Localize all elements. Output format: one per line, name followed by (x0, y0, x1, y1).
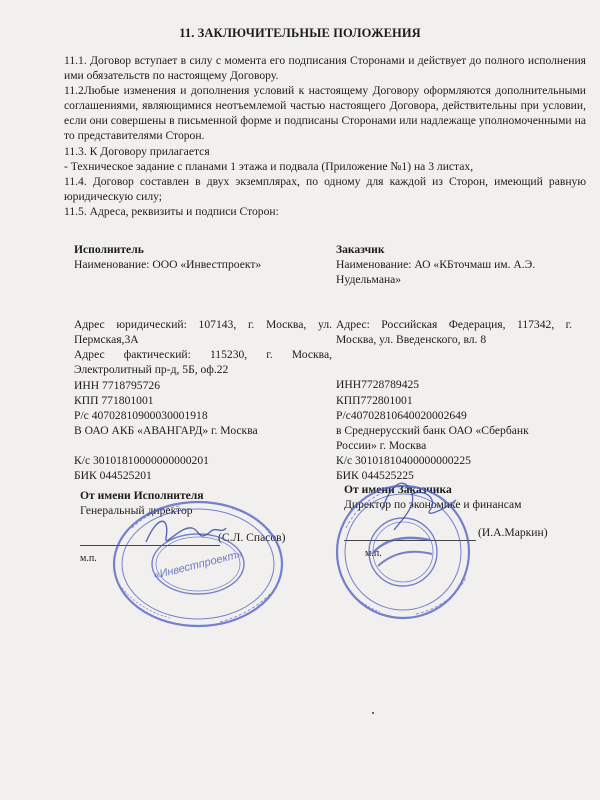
executor-handwritten-signature (140, 508, 230, 552)
executor-bank: В ОАО АКБ «АВАНГАРД» г. Москва (74, 423, 258, 437)
executor-bik: БИК 044525201 (74, 469, 152, 483)
customer-corr-account: К/с 30101810400000000225 (336, 453, 471, 467)
executor-stamp-text: «Инвестпроект» (152, 548, 244, 582)
executor-legal-address: Адрес юридический: 107143, г. Москва, ул. Пермская,3А (74, 318, 332, 347)
executor-name: Наименование: ООО «Инвестпроект» (74, 258, 262, 272)
customer-name: Наименование: АО «КБточмаш им. А.Э. Нудельмана» (336, 258, 536, 287)
executor-heading: Исполнитель (74, 243, 144, 256)
paragraph-11-3: 11.3. К Договору прилагается (64, 144, 210, 158)
customer-details (336, 242, 572, 483)
attachment-item: - Техническое задание с планами 1 этажа и подвала (Приложение №1) на 3 листах, (64, 159, 474, 173)
customer-signer: (И.А.Маркин) (478, 526, 548, 539)
executor-sign-heading: От имени Исполнителя (80, 489, 204, 502)
paragraph-11-4: 11.4. Договор составлен в двух экземплярах, по одному для каждой из Сторон, имеющий равную юридическую силу; (64, 174, 586, 203)
paper-speck (372, 712, 374, 714)
executor-account: Р/с 40702810900030001918 (74, 408, 208, 422)
customer-bank: в Среднерусский банк ОАО «Сбербанк России» г. Москва (336, 423, 529, 452)
final-provisions-body (64, 53, 586, 219)
executor-signer: (С.Л. Спасов) (218, 531, 286, 544)
paragraph-11-1: 11.1. Договор вступает в силу с момента его подписания Сторонами и действует до полного исполнения ими обязательств по настоящему Договору. (64, 54, 586, 83)
paragraph-11-2: 11.2Любые изменения и дополнения условий к настоящему Договору оформляются дополнительными соглашениями, являющимися неотъемлемой частью настоящего Договора, действительны при условии, если они совершены в письменной форме и подписаны Сторонами или надлежаще уполномоченными на то представителями Сторон. (64, 84, 586, 143)
executor-details (74, 242, 332, 483)
customer-bik: БИК 044525225 (336, 469, 414, 483)
section-title: 11. ЗАКЛЮЧИТЕЛЬНЫЕ ПОЛОЖЕНИЯ (179, 26, 421, 40)
customer-position: Директор по экономике и финансам (344, 498, 522, 511)
executor-inn: ИНН 7718795726 (74, 378, 160, 392)
customer-sign-heading: От имени Заказчика (344, 483, 452, 496)
executor-position: Генеральный директор (80, 504, 193, 517)
customer-handwritten-signature (372, 470, 462, 540)
executor-corr-account: К/с 30101810000000000201 (74, 453, 209, 467)
executor-kpp: КПП 771801001 (74, 393, 154, 407)
customer-account: Р/с40702810640020002649 (336, 408, 467, 422)
executor-actual-address: Адрес фактический: 115230, г. Москва, Электролитный пр-д, 5Б, оф.22 (74, 348, 332, 377)
customer-kpp: КПП772801001 (336, 393, 413, 407)
customer-address: Адрес: Российская Федерация, 117342, г. Москва, ул. Введенского, вл. 8 (336, 318, 572, 347)
customer-inn: ИНН7728789425 (336, 378, 420, 392)
paragraph-11-5: 11.5. Адреса, реквизиты и подписи Сторон: (64, 204, 279, 218)
executor-mp-mark: м.п. (80, 553, 97, 564)
customer-mp-mark: м.п. (365, 548, 382, 559)
customer-heading: Заказчик (336, 243, 385, 256)
